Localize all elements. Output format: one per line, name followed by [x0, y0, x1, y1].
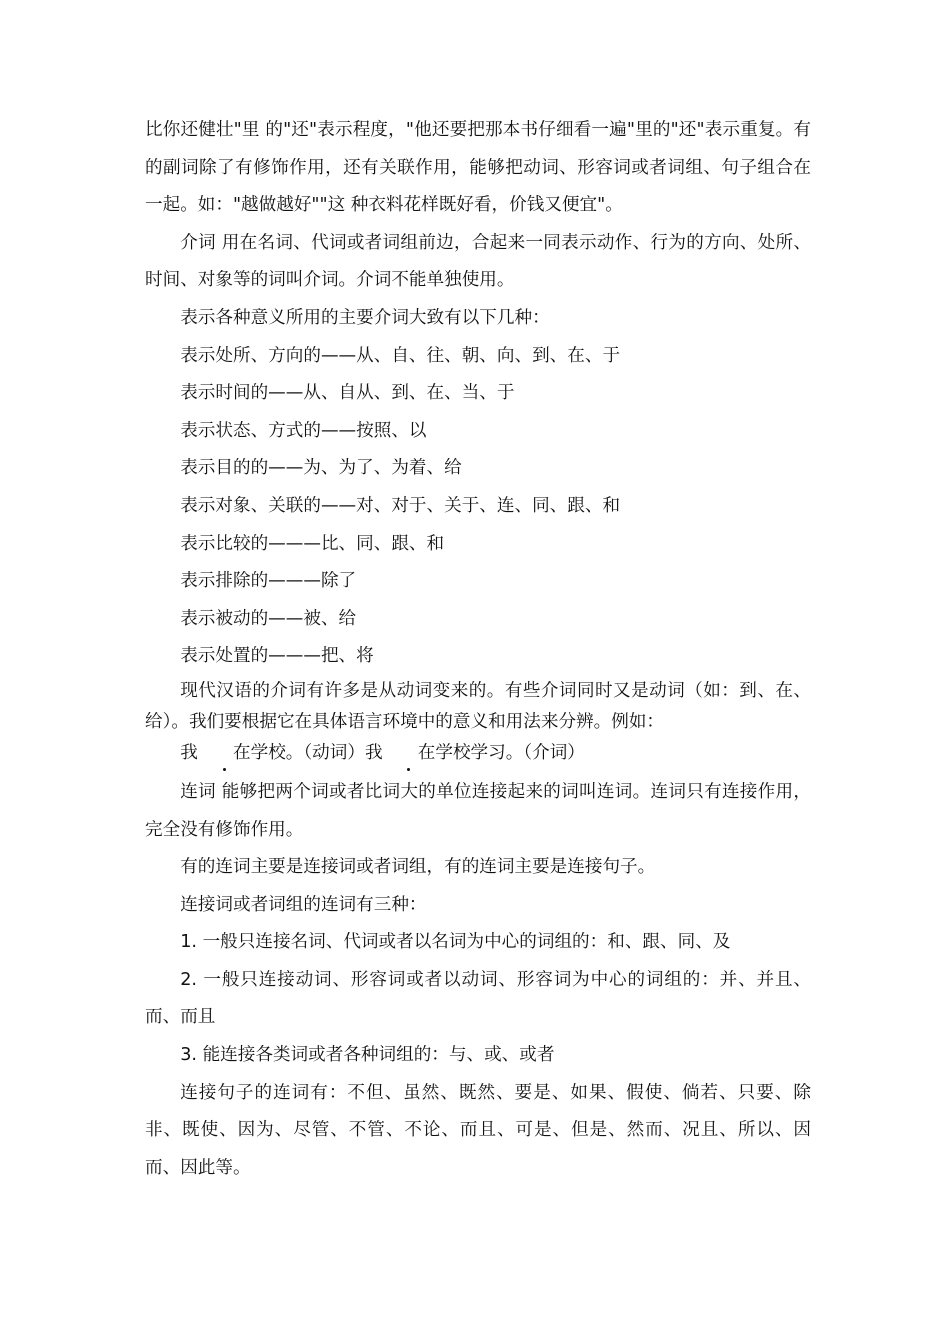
paragraph-preposition-types-intro: 表示各种意义所用的主要介词大致有以下几种：: [180, 307, 550, 328]
list-item: 表示排除的———除了: [180, 571, 357, 592]
numbered-item-3: 3. 能连接各类词或者各种词组的：与、或、或者: [180, 1045, 555, 1066]
list-item: 表示处置的———把、将: [180, 646, 374, 667]
paragraph-sentence-conjunctions: 连接句子的连词有：不但、虽然、既然、要是、如果、假使、倘若、只要、除非、既使、因为、尽管、不管、不论、而且、可是、但是、然而、况且、所以、因而、因此等。: [145, 1082, 811, 1178]
example-text: 学校。（动词）我: [250, 742, 383, 763]
example-text: 学校学习。（介词）: [435, 742, 585, 763]
paragraph-preposition-origin: 现代汉语的介词有许多是从动词变来的。有些介词同时又是动词（如：到、在、给）。我们要根据它在具体语言环境中的意义和用法来分辨。例如：: [145, 680, 811, 732]
example-sentence: [145, 738, 811, 768]
paragraph-conjunction-kinds: 有的连词主要是连接词或者词组，有的连词主要是连接句子。: [180, 857, 656, 878]
emphasized-character: 在: [198, 738, 251, 768]
paragraph-adverb-continued: 比你还健壮"里 的"还"表示程度，"他还要把那本书仔细看一遍"里的"还"表示重复。有的副词除了有修饰作用，还有关联作用，能够把动词、形容词或者词组、句子组合在一起。如："越做越好""这 种衣料花样既好看，价钱又便宜"。: [145, 120, 811, 216]
list-item: 表示目的的——为、为了、为着、给: [180, 458, 462, 479]
paragraph-preposition-definition: 介词 用在名词、代词或者词组前边，合起来一同表示动作、行为的方向、处所、时间、对象等的词叫介词。介词不能单独使用。: [145, 232, 811, 291]
numbered-item-1: 1. 一般只连接名词、代词或者以名词为中心的词组的：和、跟、同、及: [180, 932, 731, 953]
list-item: 表示对象、关联的——对、对于、关于、连、同、跟、和: [180, 495, 621, 516]
list-item: 表示被动的——被、给: [180, 608, 357, 629]
list-item: 表示时间的——从、自从、到、在、当、于: [180, 383, 515, 404]
numbered-item-2: 2. 一般只连接动词、形容词或者以动词、形容词为中心的词组的：并、并且、而、而且: [145, 969, 811, 1028]
list-item: 表示状态、方式的——按照、以: [180, 420, 427, 441]
list-item: 表示比较的———比、同、跟、和: [180, 533, 445, 554]
example-text: 我: [180, 742, 198, 763]
paragraph-conjunction-three-types: 连接词或者词组的连词有三种：: [180, 894, 427, 915]
emphasized-character: 在: [383, 738, 436, 768]
paragraph-conjunction-definition: 连词 能够把两个词或者比词大的单位连接起来的词叫连词。连词只有连接作用，完全没有修饰作用。: [145, 781, 811, 840]
list-item: 表示处所、方向的——从、自、往、朝、向、到、在、于: [180, 345, 621, 366]
document-body: [145, 112, 811, 1187]
